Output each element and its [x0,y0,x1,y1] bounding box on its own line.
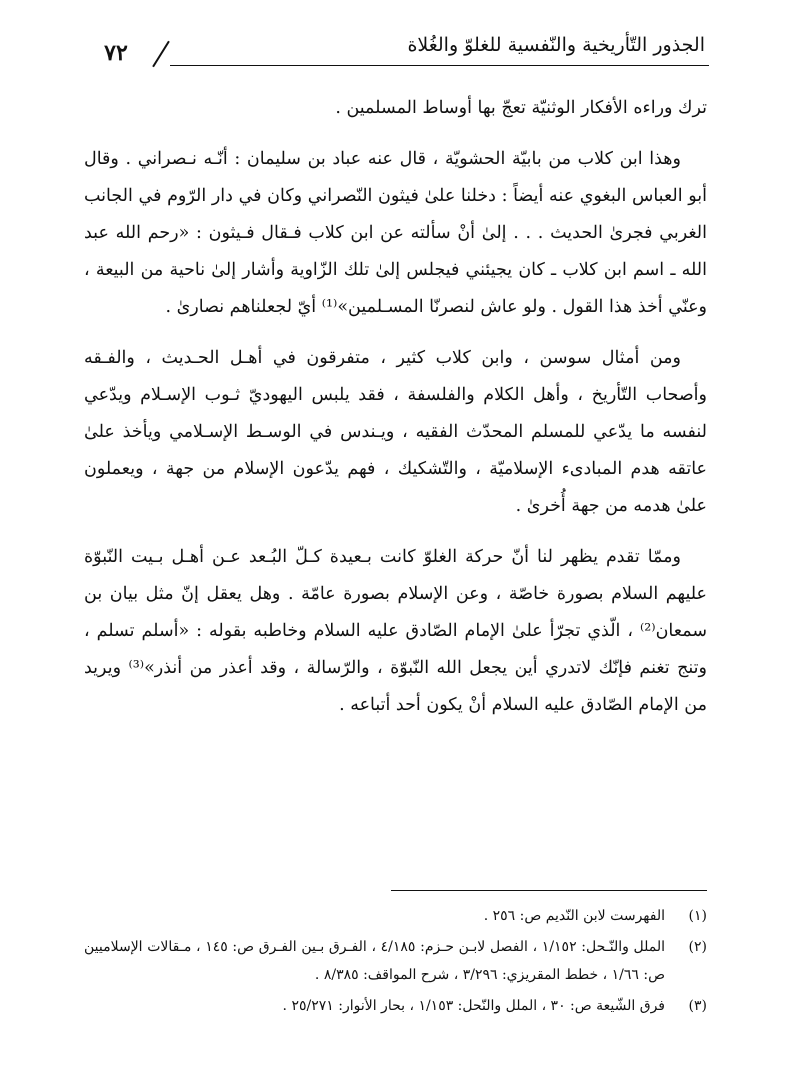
footnote-number: (١) [688,908,707,924]
page-number: ٧٢ [104,40,128,66]
footnote-1 [84,902,707,930]
footnote-text: فرق الشّيعة ص: ٣٠ ، الملل والنّحل: ١/١٥٣ ، بحار الأنوار: ٢٥/٢٧١ . [282,998,665,1014]
footnote-text: الملل والنّـحل: ١/١٥٢ ، الفصل لابـن حـزم: ٤/١٨٥ ، الفـرق بـين الفـرق ص: ١٤٥ ، مـقالات الإسلاميين ص: ١/٦٦ ، خطط المقريزي: ٣/٢٩٦ ، شرح المواقف: ٨/٣٨٥ . [84,939,666,983]
header-rule [170,65,709,66]
footnote-3 [84,992,707,1020]
footnote-text: الفهرست لابن النّديم ص: ٢٥٦ . [483,908,665,924]
paragraph-4: وممّا تقدم يظهر لنا أنّ حركة الغلوّ كانت بـعيدة كـلّ البُـعد عـن أهـل بـيت النّبوّة عليهم السلام بصورة خاصّة ، وعن الإسلام بصورة عامّة . وهل يعقل إنّ مثل بيان بن سمعان⁽²⁾ ، الّذي تجرّأ علىٰ الإمام الصّادق عليه السلام وخاطبه بقوله : «أسلم تسلم ، وتنج تغنم فإنّك لاتدري أين يجعل الله النّبوّة ، والرّسالة ، وقد أعذر من أنذر»⁽³⁾ ويريد من الإمام الصّادق عليه السلام أنْ يكون أحد أتباعه . [84,547,707,715]
footnote-separator [391,890,707,891]
body-text [84,90,707,724]
paragraph-1: ترك وراءه الأفكار الوثنيّة تعجّ بها أوساط المسلمين . [335,98,707,118]
header-slash-mark [152,41,170,68]
paragraph-3: ومن أمثال سوسن ، وابن كلاب كثير ، متفرقون في أهـل الحـديث ، والفـقه وأصحاب التّأريخ ، وأهل الكلام والفلسفة ، فقد يلبس اليهوديّ ثـوب الإسـلام ويدّعي لنفسه ما يدّعي للمسلم المحدّث الفقيه ، ويـندس في الوسـط الإسـلامي ويأخذ علىٰ عاتقه هدم المبادىء الإسلاميّة ، والتّشكيك ، فهم يدّعون الإسلام من جهة ، ويعملون علىٰ هدمه من جهة أُخرىٰ . [84,348,707,516]
footnote-number: (٣) [688,998,707,1014]
running-header [86,22,709,66]
paragraph-2: وهذا ابن كلاب من بابيّة الحشويّة ، قال عنه عباد بن سليمان : أنّـه نـصراني . وقال أبو العباس البغوي عنه أيضاً : دخلنا علىٰ فيثون النّصراني وكان في دار الرّوم في الجانب الغربي فجرىٰ الحديث . . . إلىٰ أنْ سألته عن ابن كلاب فـقال فـيثون : «رحم الله عبد الله ـ اسم ابن كلاب ـ كان يجيئني فيجلس إلىٰ تلك الزّاوية وأشار إلىٰ ناحية من البيعة ، وعنّي أخذ هذا القول . ولو عاش لنصرنّا المسـلمين»⁽¹⁾ أيّ لجعلناهم نصارىٰ . [84,149,707,317]
footnote-number: (٢) [688,939,707,955]
footnotes [84,902,707,1023]
footnote-2 [84,933,707,989]
header-title: الجذور التّأريخية والنّفسية للغلوّ والغُلاة [407,34,705,56]
